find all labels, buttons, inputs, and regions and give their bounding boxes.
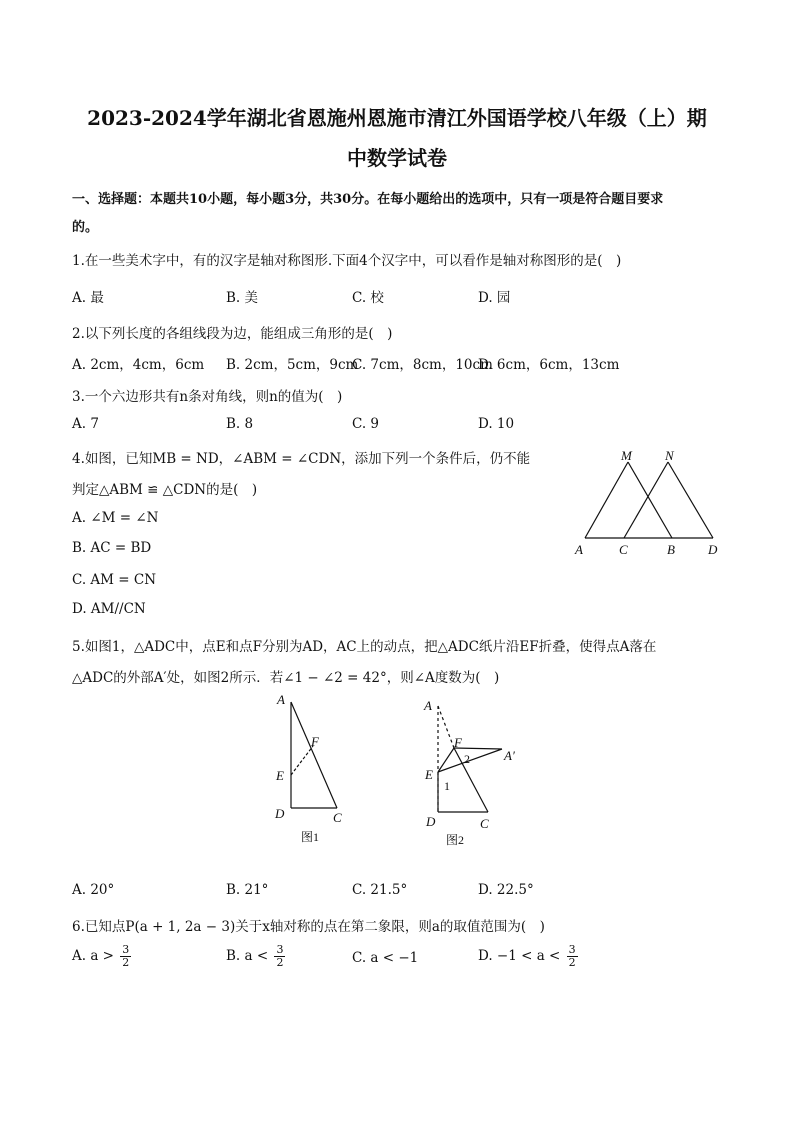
label-n: N xyxy=(665,448,674,463)
fig2-label-e: E xyxy=(425,767,433,782)
q5-option-d: D. 22.5° xyxy=(478,882,534,898)
q1-option-c: C. 校 xyxy=(352,290,384,306)
q3-option-a: A. 7 xyxy=(72,416,99,432)
q2-option-d: D. 6cm，6cm，13cm xyxy=(478,357,620,373)
fig1-label-c: C xyxy=(333,810,342,825)
title-line-1: 2023-2024学年湖北省恩施州恩施市清江外国语学校八年级（上）期 xyxy=(87,106,707,130)
label-m: M xyxy=(621,448,632,463)
q6-option-c: C. a < −1 xyxy=(352,950,419,966)
q6-option-b-text: B. a < xyxy=(226,948,269,964)
fig2-angle-1: 1 xyxy=(444,779,450,793)
q2-option-c: C. 7cm，8cm，10cm xyxy=(352,357,493,373)
fraction-numerator: 3 xyxy=(122,943,130,956)
q5-option-c: C. 21.5° xyxy=(352,882,408,898)
fig1-label-d: D xyxy=(275,806,285,821)
fraction-numerator: 3 xyxy=(276,943,284,956)
q5-option-a: A. 20° xyxy=(72,882,115,898)
q4-option-d: D. AM//CN xyxy=(72,601,146,617)
fraction-denominator: 2 xyxy=(568,956,576,969)
q5-figure-2 xyxy=(412,692,532,852)
fig2-label-d: D xyxy=(426,814,436,829)
fraction xyxy=(567,944,578,969)
fig1-caption: 图1 xyxy=(301,830,320,844)
q5-figure-1 xyxy=(265,688,365,848)
q1-option-d: D. 园 xyxy=(478,290,511,306)
q6-option-d xyxy=(478,944,578,969)
title-line-2: 中数学试卷 xyxy=(347,146,447,170)
q4-stem-2: 判定△ABM ≌ △CDN的是( ) xyxy=(72,482,258,498)
q2-option-a: A. 2cm，4cm，6cm xyxy=(72,357,205,373)
q6-stem: 6.已知点P(a + 1, 2a − 3)关于x轴对称的点在第二象限，则a的取值范围为( ) xyxy=(72,919,545,935)
q3-option-c: C. 9 xyxy=(352,416,380,432)
fig1-label-f: F xyxy=(311,734,319,749)
label-c: C xyxy=(619,542,628,557)
q6-option-a xyxy=(72,944,131,969)
q3-stem: 3.一个六边形共有n条对角线，则n的值为( ) xyxy=(72,389,343,405)
label-d: D xyxy=(708,542,718,557)
fig2-label-a-prime: A′ xyxy=(504,748,515,763)
fig1-label-e: E xyxy=(276,768,284,783)
fig1-label-a: A xyxy=(277,692,285,707)
fraction xyxy=(274,944,285,969)
fig2-label-f: F xyxy=(454,735,462,750)
fig2-angle-2: 2 xyxy=(464,752,470,766)
q3-option-b: B. 8 xyxy=(226,416,254,432)
label-b: B xyxy=(667,542,675,557)
q4-stem-1: 4.如图，已知MB = ND，∠ABM = ∠CDN，添加下列一个条件后，仍不能 xyxy=(72,451,531,467)
q6-option-b xyxy=(226,944,285,969)
q4-figure xyxy=(565,440,735,565)
q6-option-a-text: A. a > xyxy=(72,948,114,964)
q5-option-b: B. 21° xyxy=(226,882,269,898)
section-instruction-1: 一、选择题：本题共10小题，每小题3分，共30分。在每小题给出的选项中，只有一项是符合题目要求 xyxy=(72,192,664,207)
fig2-label-c: C xyxy=(480,816,489,831)
q6-option-d-text: D. −1 < a < xyxy=(478,948,561,964)
fraction-denominator: 2 xyxy=(276,956,284,969)
section-instruction-2: 的。 xyxy=(72,220,99,235)
q2-option-b: B. 2cm，5cm，9cm xyxy=(226,357,359,373)
q5-stem-1: 5.如图1，△ADC中，点E和点F分别为AD，AC上的动点，把△ADC纸片沿EF折叠，使得点A落在 xyxy=(72,639,657,655)
q2-stem: 2.以下列长度的各组线段为边，能组成三角形的是( ) xyxy=(72,326,393,342)
q5-stem-2: △ADC的外部A′处，如图2所示．若∠1 − ∠2 = 42°，则∠A度数为( ) xyxy=(72,670,500,686)
fraction xyxy=(120,944,131,969)
fraction-numerator: 3 xyxy=(568,943,576,956)
fraction-denominator: 2 xyxy=(122,956,130,969)
q4-option-b: B. AC = BD xyxy=(72,540,152,556)
q4-option-a: A. ∠M = ∠N xyxy=(72,510,159,526)
label-a: A xyxy=(575,542,583,557)
q1-option-a: A. 最 xyxy=(72,290,104,306)
q1-stem: 1.在一些美术字中，有的汉字是轴对称图形.下面4个汉字中，可以看作是轴对称图形的是( ) xyxy=(72,253,622,269)
q4-option-c: C. AM = CN xyxy=(72,572,157,588)
q3-option-d: D. 10 xyxy=(478,416,515,432)
fig2-caption: 图2 xyxy=(446,833,465,847)
q1-option-b: B. 美 xyxy=(226,290,259,306)
fig2-label-a: A xyxy=(424,698,432,713)
